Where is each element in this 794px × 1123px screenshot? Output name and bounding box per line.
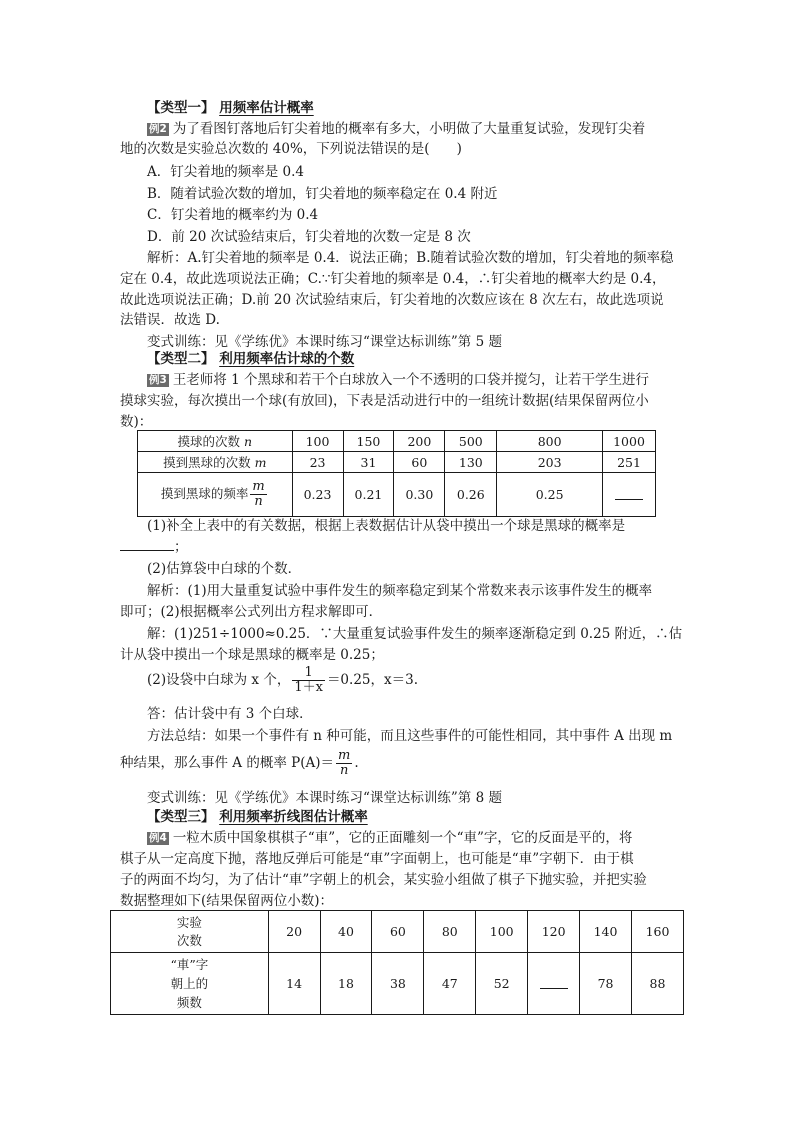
table-cell: 52 [476, 953, 528, 1015]
table-cell: 203 [497, 452, 603, 473]
example2-practice: 变式训练：见《学练优》本课时练习“课堂达标训练”第 5 题 [147, 334, 502, 350]
table-row [138, 473, 656, 517]
table-cell: 100 [476, 911, 528, 953]
blank-answer-cell [603, 473, 656, 517]
table-cell: 80 [424, 911, 476, 953]
example3-practice: 变式训练：见《学练优》本课时练习“课堂达标训练”第 8 题 [147, 790, 502, 806]
example3-sub2: (2)估算袋中白球的个数． [147, 561, 302, 577]
table-cell: 60 [394, 452, 445, 473]
example2-tag: 例2 [149, 123, 167, 135]
section2-heading [147, 350, 354, 368]
example3-solution-equation: (2)设袋中白球为 x 个， $\frac{1}{1+x}$ ＝0.25，x＝3. [147, 665, 418, 695]
example4-question [147, 829, 632, 847]
table-cell: 1000 [603, 431, 656, 452]
example4-question-line3: 子的两面不均匀，为了估计“車”字朝上的机会，某实验小组做了棋子下抛实验，并把实验 [120, 872, 647, 888]
example3-question [147, 371, 649, 389]
example2-option-d: D．前 20 次试验结束后，钉尖着地的次数一定是 8 次 [147, 229, 471, 245]
example4-question-line4: 数据整理如下(结果保留两位小数)： [120, 893, 334, 909]
example3-question-line2: 摸球实验，每次摸出一个球(有放回)，下表是活动进行中的一组统计数据(结果保留两位小 [120, 393, 649, 409]
section1-label: 【类型一】 [147, 100, 215, 116]
table-cell: 140 [580, 911, 632, 953]
example3-analysis-line2: 即可；(2)根据概率公式列出方程求解即可． [120, 604, 383, 620]
table-cell: 100 [292, 431, 343, 452]
example2-solution-line4: 法错误．故选 D. [120, 312, 220, 328]
ball-data-table [137, 430, 656, 517]
table-cell: 0.30 [394, 473, 445, 517]
table-row [138, 431, 656, 452]
table-cell: 0.26 [445, 473, 497, 517]
table-cell: 78 [580, 953, 632, 1015]
example3-analysis-line1: 解析：(1)用大量重复试验中事件发生的频率稳定到某个常数来表示该事件发生的概率 [147, 583, 653, 599]
table-cell: 500 [445, 431, 497, 452]
example3-solution-line2: 计从袋中摸出一个球是黑球的概率是 0.25； [120, 647, 384, 663]
example3-question-line3: 数)： [120, 414, 153, 430]
example2-solution-line3: 故此选项说法正确；D.前 20 次试验结束后，钉尖着地的次数应该在 8 次左右，故此选项说 [120, 292, 664, 308]
example2-solution-line1: 解析：A.钉尖着地的频率是 0.4．说法正确；B.随着试验次数的增加，钉尖着地的频率稳 [147, 250, 674, 266]
answer-blank [120, 538, 174, 551]
fraction-m-over-n: $\frac{m}{n}$ [252, 479, 265, 509]
table-cell: 40 [320, 911, 372, 953]
section2-label: 【类型二】 [147, 351, 215, 367]
example3-solution-line1: 解：(1)251÷1000≈0.25．∵大量重复试验事件发生的频率逐渐稳定到 0.25 附近，∴估 [147, 626, 683, 642]
blank-answer-cell [528, 953, 580, 1015]
table-cell: 150 [343, 431, 394, 452]
section1-title: 用频率估计概率 [219, 100, 314, 116]
table-cell: 200 [394, 431, 445, 452]
table-cell: 88 [632, 953, 684, 1015]
table-row [111, 911, 684, 953]
example2-solution-line2: 定在 0.4，故此选项说法正确；C.∵钉尖着地的频率是 0.4，∴钉尖着地的概率大约是 0.4， [120, 271, 666, 287]
example2-option-b: B．随着试验次数的增加，钉尖着地的频率稳定在 0.4 附近 [147, 186, 498, 202]
table-cell: 800 [497, 431, 603, 452]
example4-question-line2: 棋子从一定高度下抛，落地反弹后可能是“車”字面朝上，也可能是“車”字朝下．由于棋 [120, 851, 634, 867]
method-summary-line2: 种结果，那么事件 A 的概率 P(A)＝ $\frac{m}{n}$ . [120, 748, 359, 778]
table-cell: 31 [343, 452, 394, 473]
method-summary-line1: 方法总结：如果一个事件有 n 种可能，而且这些事件的可能性相同，其中事件 A 出现 m [147, 728, 673, 744]
section1-heading [147, 99, 314, 117]
answer-blank [615, 487, 643, 500]
table-cell: 160 [632, 911, 684, 953]
table-cell: 130 [445, 452, 497, 473]
table-row [138, 452, 656, 473]
table-cell: 0.23 [292, 473, 343, 517]
table-cell: 251 [603, 452, 656, 473]
section2-title: 利用频率估计球的个数 [219, 351, 355, 367]
example2-question-line2: 地的次数是实验总次数的 40%，下列说法错误的是( ) [120, 141, 462, 157]
section3-heading [147, 808, 368, 826]
row-label-black: 摸到黑球的次数 m [138, 452, 293, 473]
example2-question [147, 120, 645, 138]
example3-sub1-line1: (1)补全上表中的有关数据，根据上表数据估计从袋中摸出一个球是黑球的概率是 [147, 518, 626, 534]
chess-data-table [110, 910, 684, 1015]
table-cell: 0.21 [343, 473, 394, 517]
table-cell: 20 [268, 911, 320, 953]
example3-answer: 答：估计袋中有 3 个白球． [147, 706, 313, 722]
table-cell: 23 [292, 452, 343, 473]
section3-title: 利用频率折线图估计概率 [219, 809, 368, 825]
answer-blank [540, 976, 568, 989]
table-row [111, 953, 684, 1015]
example3-tag: 例3 [149, 374, 167, 386]
fraction-equation: $\frac{1}{1+x}$ [294, 665, 323, 695]
example4-tag: 例4 [149, 832, 167, 844]
table-cell: 60 [372, 911, 424, 953]
example4-question-line1: 一粒木质中国象棋棋子“車”，它的正面雕刻一个“車”字，它的反面是平的，将 [172, 830, 633, 846]
example2-question-line1: 为了看图钉落地后钉尖着地的概率有多大，小明做了大量重复试验，发现钉尖着 [172, 121, 646, 137]
example3-sub1-line2: ； [120, 538, 188, 556]
table-cell: 0.25 [497, 473, 603, 517]
table-cell: 14 [268, 953, 320, 1015]
section3-label: 【类型三】 [147, 809, 215, 825]
row-label-heads-up: “車”字 朝上的 频数 [111, 953, 269, 1015]
fraction-probability: $\frac{m}{n}$ [338, 748, 351, 778]
row-label-draws: 摸球的次数 n [138, 431, 293, 452]
example2-option-a: A．钉尖着地的频率是 0.4 [147, 164, 305, 180]
example3-question-line1: 王老师将 1 个黑球和若干个白球放入一个不透明的口袋并搅匀，让若干学生进行 [172, 372, 649, 388]
table-cell: 47 [424, 953, 476, 1015]
table-cell: 120 [528, 911, 580, 953]
row-label-frequency: 摸到黑球的频率 $\frac{m}{n}$ [138, 473, 293, 517]
example2-option-c: C．钉尖着地的概率约为 0.4 [147, 207, 319, 223]
row-label-trials: 实验 次数 [111, 911, 269, 953]
table-cell: 38 [372, 953, 424, 1015]
table-cell: 18 [320, 953, 372, 1015]
